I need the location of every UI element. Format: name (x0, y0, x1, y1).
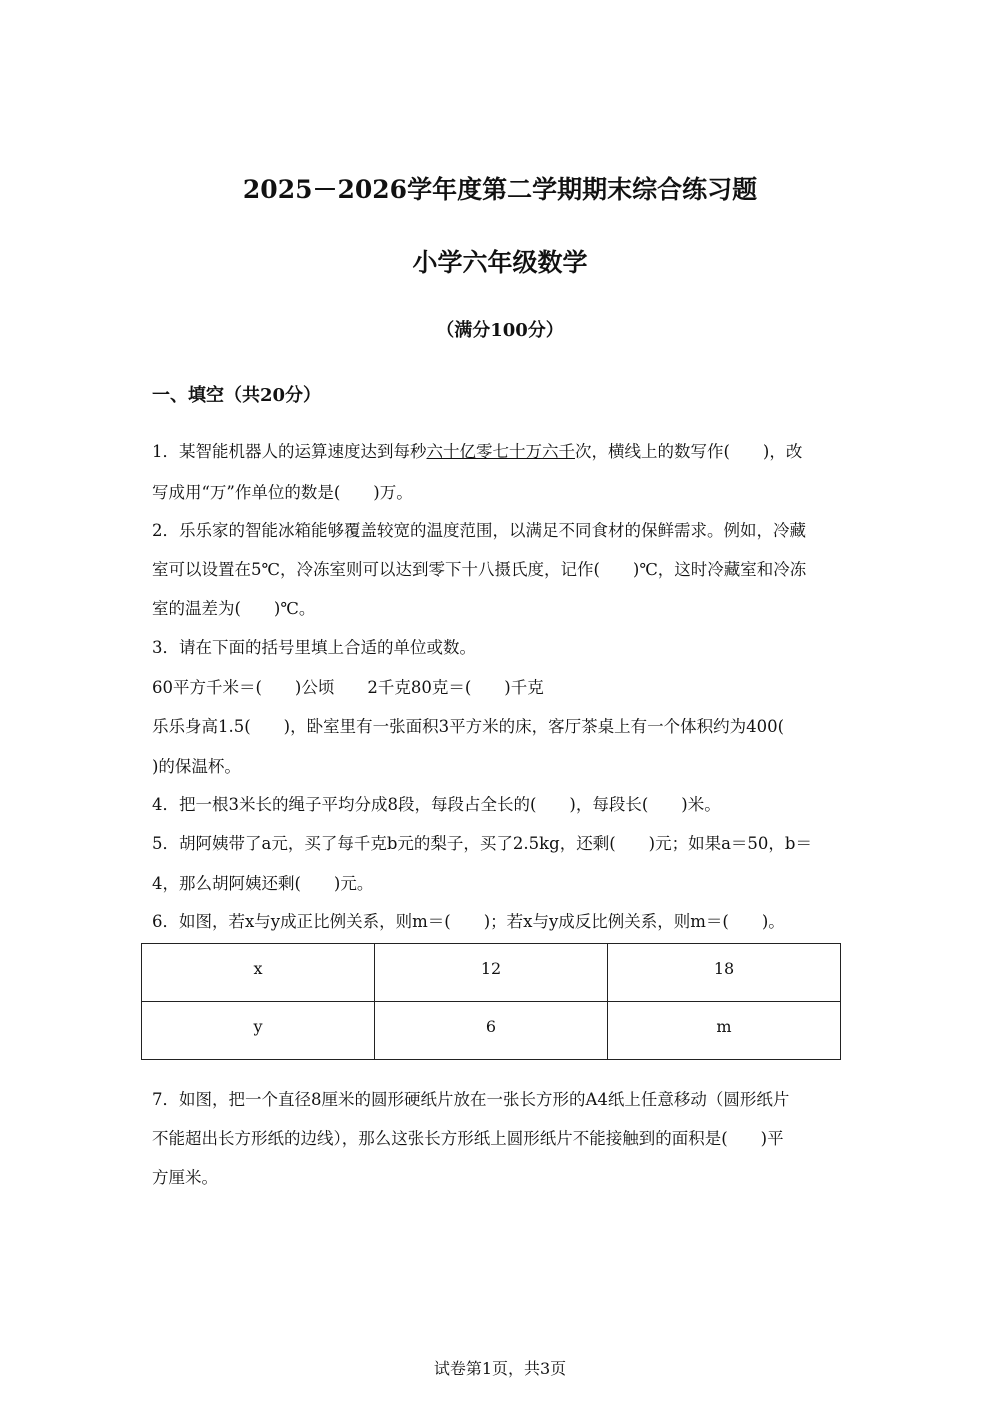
table-cell: y (142, 1002, 375, 1060)
table-row (142, 944, 841, 1002)
table-cell: 18 (608, 944, 841, 1002)
question-2-line-2: 室可以设置在5℃，冷冻室则可以达到零下十八摄氏度，记作( )℃，这时冷藏室和冷冻 (152, 560, 807, 579)
page-footer: 试卷第1页，共3页 (433, 1359, 567, 1378)
question-1-line-2: 写成用“万”作单位的数是( )万。 (152, 483, 413, 502)
question-7-line-2: 不能超出长方形纸的边线），那么这张长方形纸上圆形纸片不能接触到的面积是( )平 (152, 1129, 784, 1148)
score-note: （满分100分） (436, 320, 564, 341)
question-1-underlined-number: 六十亿零七十万六千 (426, 442, 575, 461)
question-4-line-1: 4．把一根3米长的绳子平均分成8段，每段占全长的( )，每段长( )米。 (152, 795, 721, 814)
question-2-line-1: 2．乐乐家的智能冰箱能够覆盖较宽的温度范围，以满足不同食材的保鲜需求。例如，冷藏 (152, 521, 806, 540)
section-heading-fill-in: 一、填空（共20分） (152, 385, 322, 406)
question-2-line-3: 室的温差为( )℃。 (152, 599, 316, 618)
table-row (142, 1002, 841, 1060)
question-5-line-1: 5．胡阿姨带了a元，买了每千克b元的梨子，买了2.5kg，还剩( )元；如果a＝50，b＝ (152, 834, 812, 853)
question-3-line-2: 60平方千米＝( )公顷 2千克80克＝( )千克 (152, 678, 544, 697)
question-3-line-4: )的保温杯。 (152, 757, 241, 776)
proportion-table (141, 943, 841, 1060)
question-3-line-3: 乐乐身高1.5( )，卧室里有一张面积3平方米的床，客厅茶桌上有一个体积约为400( (152, 717, 785, 736)
exam-subtitle: 小学六年级数学 (412, 248, 588, 277)
question-7-line-3: 方厘米。 (152, 1168, 218, 1187)
question-6-line-1: 6．如图，若x与y成正比例关系，则m＝( )；若x与y成反比例关系，则m＝( )。 (152, 912, 785, 931)
table-cell: x (142, 944, 375, 1002)
question-1-text-pre: 1．某智能机器人的运算速度达到每秒 (152, 442, 427, 461)
table-cell: 6 (375, 1002, 608, 1060)
exam-title: 2025－2026学年度第二学期期末综合练习题 (242, 175, 758, 204)
question-1-text-post: 次，横线上的数写作( )，改 (575, 442, 803, 461)
question-5-line-2: 4，那么胡阿姨还剩( )元。 (152, 874, 374, 893)
table-cell: 12 (375, 944, 608, 1002)
question-3-line-1: 3．请在下面的括号里填上合适的单位或数。 (152, 638, 476, 657)
question-1-line-1 (152, 438, 802, 462)
table-cell: m (608, 1002, 841, 1060)
question-7-line-1: 7．如图，把一个直径8厘米的圆形硬纸片放在一张长方形的A4纸上任意移动（圆形纸片 (152, 1090, 790, 1109)
